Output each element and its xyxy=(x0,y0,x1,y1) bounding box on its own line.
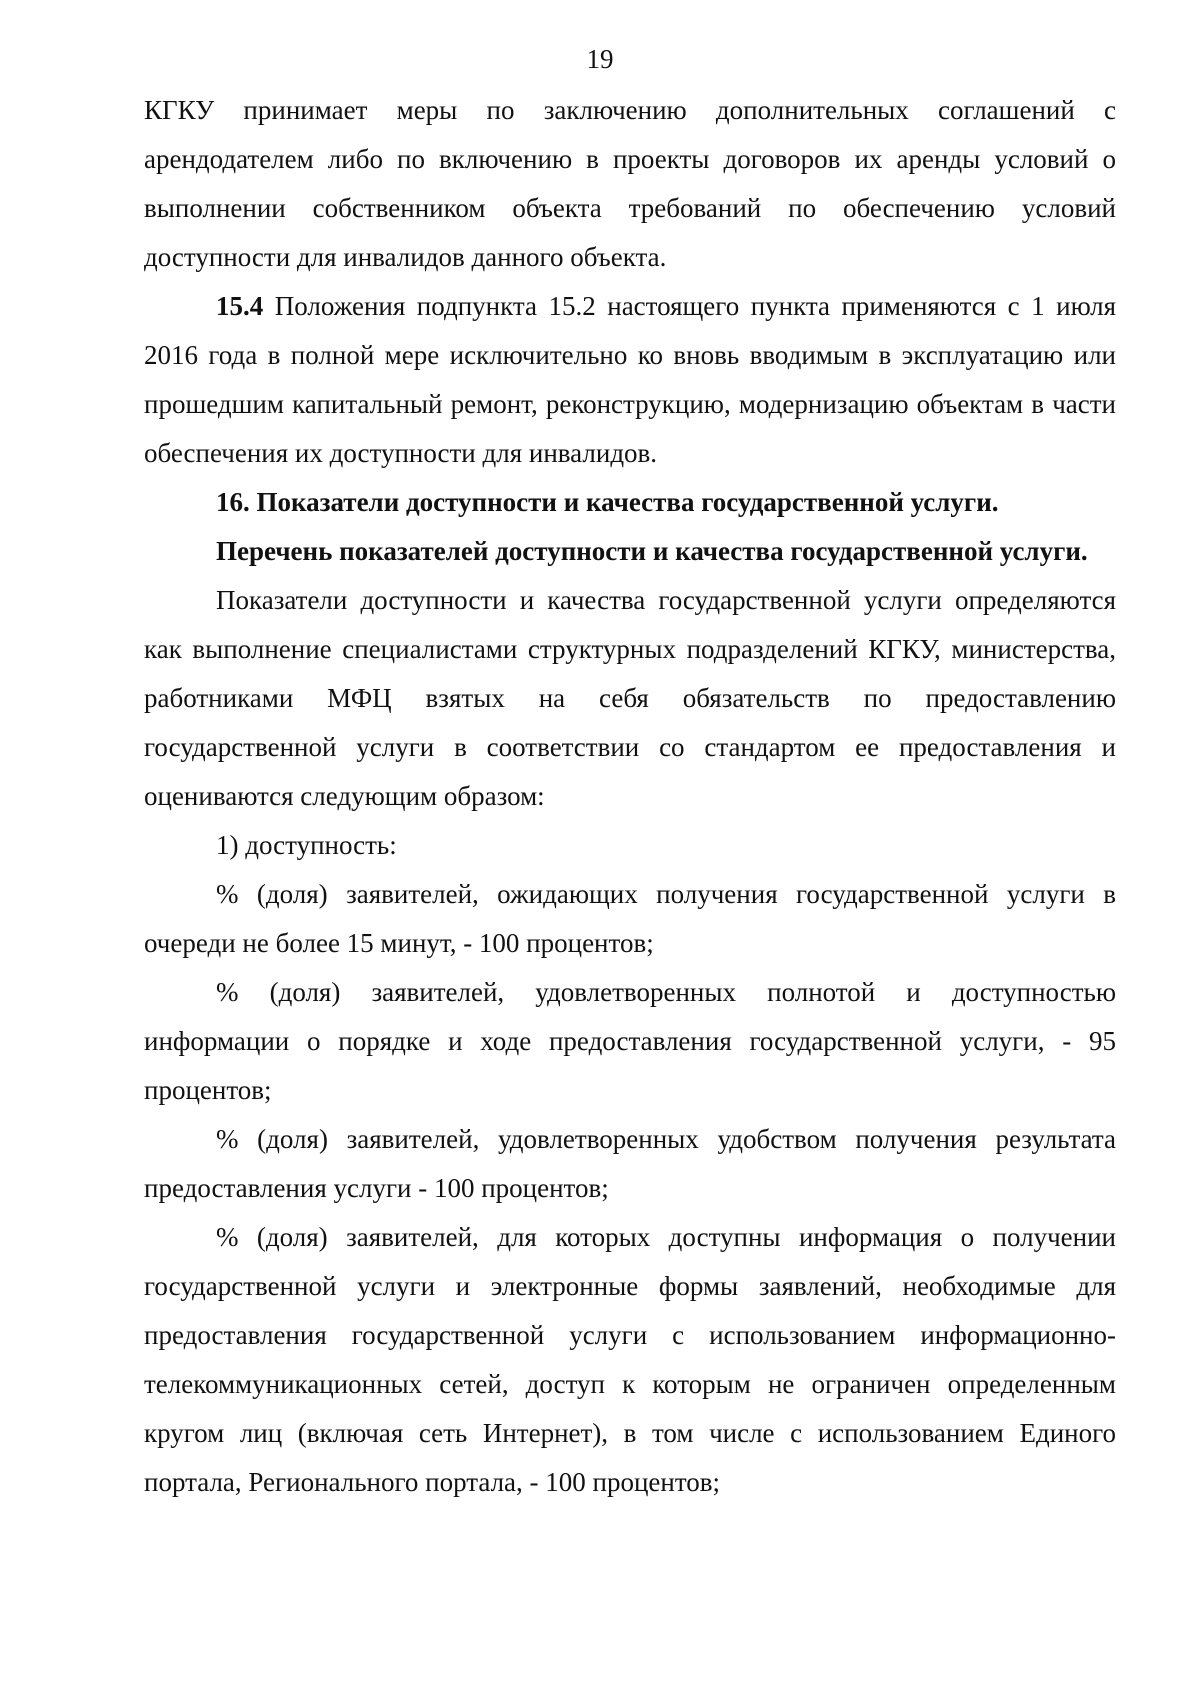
page-number: 19 xyxy=(586,44,614,74)
indicator-result-convenience: % (доля) заявителей, удовлетворенных удобством получения результата предоставления услуги - 100 процентов; xyxy=(144,1124,1116,1203)
list-item-accessibility: 1) доступность: xyxy=(216,830,397,860)
clause-text: Положения подпункта 15.2 настоящего пункта применяются с 1 июля 2016 года в полной мере исключительно ко вновь вводимым в эксплуатацию или прошедшим капитальный ремонт, реконструкцию, модернизацию объектам в части обеспечения их доступности для инвалидов. xyxy=(144,291,1116,468)
paragraph-15-4 xyxy=(144,282,1116,478)
document-body xyxy=(144,86,1116,1507)
indicator-electronic-access: % (доля) заявителей, для которых доступны информация о получении государственной услуги и электронные формы заявлений, необходимые для предоставления государственной услуги с использованием информационно-телекоммуникационных сетей, доступ к которым не ограничен определенным кругом лиц (включая сеть Интернет), в том числе с использованием Единого портала, Регионального портала, - 100 процентов; xyxy=(144,1222,1116,1497)
indicator-information-satisfaction: % (доля) заявителей, удовлетворенных полнотой и доступностью информации о порядке и ходе предоставления государственной услуги, - 95 процентов; xyxy=(144,977,1116,1105)
paragraph-indicators-definition: Показатели доступности и качества государственной услуги определяются как выполнение специалистами структурных подразделений КГКУ, министерства, работниками МФЦ взятых на себя обязательств по предоставлению государственной услуги в соответствии со стандартом ее предоставления и оцениваются следующим образом: xyxy=(144,585,1116,811)
section-subheading-list: Перечень показателей доступности и качества государственной услуги. xyxy=(216,536,1088,566)
indicator-queue-wait: % (доля) заявителей, ожидающих получения государственной услуги в очереди не более 15 минут, - 100 процентов; xyxy=(144,879,1116,958)
paragraph-kgku-measures: КГКУ принимает меры по заключению дополнительных соглашений с арендодателем либо по включению в проекты договоров их аренды условий о выполнении собственником объекта требований по обеспечению условий доступности для инвалидов данного объекта. xyxy=(144,95,1116,272)
section-heading-16: 16. Показатели доступности и качества государственной услуги. xyxy=(216,487,999,517)
clause-number: 15.4 xyxy=(216,291,264,321)
